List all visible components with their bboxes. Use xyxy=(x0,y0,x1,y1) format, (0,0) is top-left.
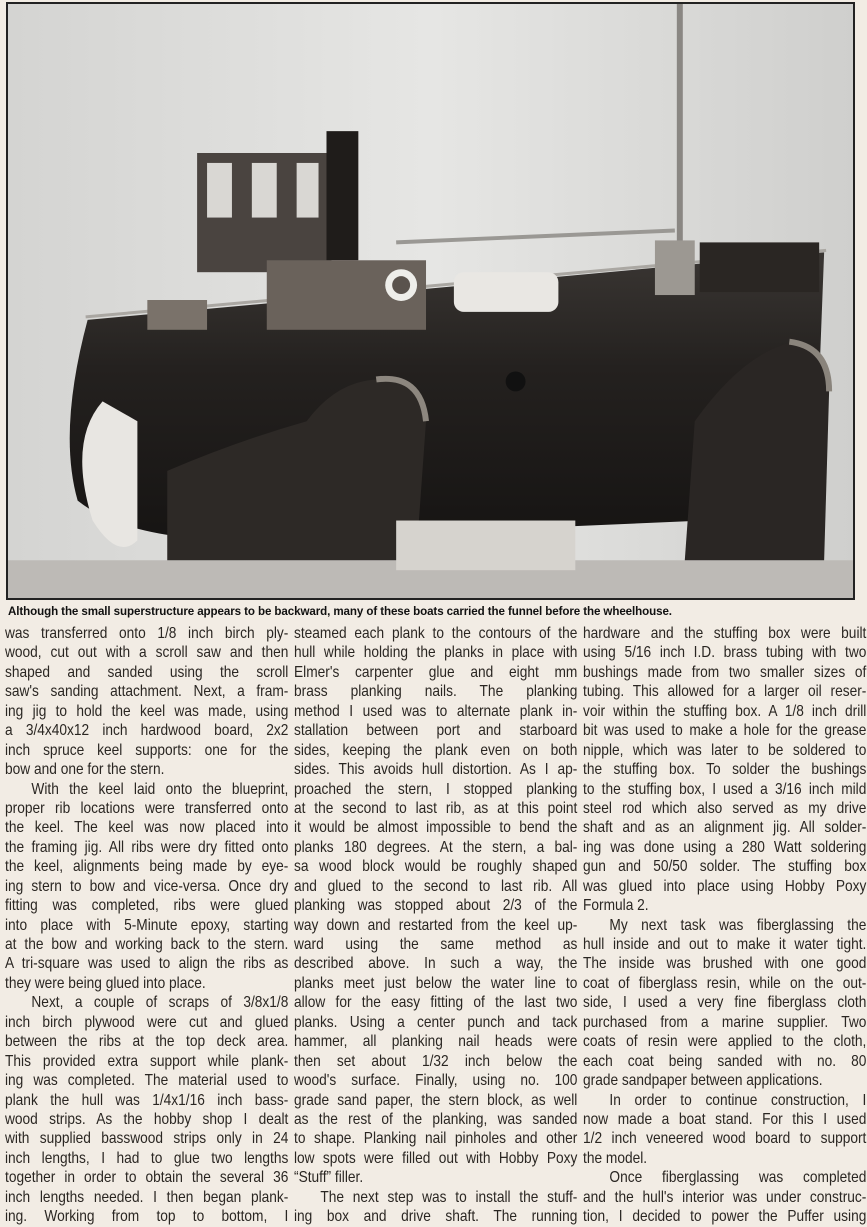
text-line: the keel, alignments being made by eye- xyxy=(5,858,289,876)
text-line: method I used was to alternate plank in- xyxy=(294,702,578,720)
text-line: planks. Using a center punch and tack xyxy=(294,1013,578,1031)
text-line: proper rib locations were transferred onto xyxy=(5,799,289,817)
text-line: using 5/16 inch I.D. brass tubing with two xyxy=(583,644,867,662)
text-line: side, I used a very fine fiberglass cloth xyxy=(583,994,867,1012)
text-line: to shape. Planking nail pinholes and other xyxy=(294,1130,578,1148)
text-line: coats of resin were applied to the cloth, xyxy=(583,1033,867,1051)
text-column-1 xyxy=(5,624,288,1227)
text-line: nipple, which was later to be soldered to xyxy=(583,741,867,759)
text-line: gun and 50/50 solder. The stuffing box xyxy=(583,858,867,876)
text-column-3 xyxy=(583,624,866,1227)
text-line: to the stuffing box, I used a 3/16 inch mild xyxy=(583,780,867,798)
text-line: the keel. The keel was now placed into xyxy=(5,819,289,837)
text-line: inch spruce keel supports: one for the xyxy=(5,741,289,759)
text-line: the model. xyxy=(583,1149,648,1167)
text-line: way down and restarted from the keel up- xyxy=(294,916,578,934)
text-line: proached the stern, I stopped planking xyxy=(294,780,578,798)
text-line: With the keel laid onto the blueprint, xyxy=(31,780,289,798)
text-line: shaft and as an alignment jig. All solder- xyxy=(583,819,867,837)
text-line: plank the hull was 1/4x1/16 inch bass- xyxy=(5,1091,289,1109)
text-line: bit was used to make a hole for the grease xyxy=(583,722,867,740)
text-line: now made a boat stand. For this I used xyxy=(583,1110,867,1128)
text-line: ing jig to hold the keel was made, using xyxy=(5,702,289,720)
text-line: bow and one for the stern. xyxy=(5,761,165,779)
text-line: sa wood block would be roughly shaped xyxy=(294,858,578,876)
text-line: ing. Working from top to bottom, I xyxy=(5,1208,289,1226)
text-line: ward using the same method as xyxy=(294,936,578,953)
text-line: the stuffing box. To solder the bushings xyxy=(583,761,867,779)
text-line: and glued to the second to last rib. All xyxy=(294,877,578,895)
text-line: each coat being sanded with no. 80 xyxy=(583,1052,867,1070)
text-line: fitting was completed, ribs were glued xyxy=(5,897,289,915)
text-line: The inside was brushed with one good xyxy=(583,955,867,973)
text-line: at the bow and working back to the stern. xyxy=(5,936,289,953)
paragraph xyxy=(583,916,866,1091)
text-line: was glued into place using Hobby Poxy xyxy=(583,877,867,895)
text-line: grade sand paper, the stern block, as well xyxy=(294,1091,578,1109)
text-line: inch lengths, I had to glue two lengths xyxy=(5,1149,289,1167)
paragraph xyxy=(5,624,288,780)
text-line: steamed each plank to the contours of the xyxy=(294,625,578,642)
text-line: was transferred onto 1/8 inch birch ply- xyxy=(5,625,289,642)
paragraph xyxy=(583,624,866,916)
text-line: with supplied basswood strips only in 24 xyxy=(5,1130,289,1148)
text-line: they were being glued into place. xyxy=(5,974,206,992)
paragraph xyxy=(583,1168,866,1226)
text-line: allow for the easy fitting of the last two xyxy=(294,994,578,1012)
text-line: “Stuff” filler. xyxy=(294,1169,364,1187)
text-line: ing box and drive shaft. The running xyxy=(294,1208,578,1226)
text-line: sides. This avoids hull distortion. As I ap- xyxy=(294,761,578,779)
text-line: ing was completed. The material used to xyxy=(5,1072,289,1090)
text-line: planks 180 degrees. At the stern, a bal- xyxy=(294,838,578,856)
text-line: sides, keeping the plank even on both xyxy=(294,741,578,759)
text-line: wood's surface. Finally, using no. 100 xyxy=(294,1072,578,1090)
boat-photo xyxy=(6,2,855,600)
text-line: Once fiberglassing was completed xyxy=(609,1169,867,1187)
text-line: it would be almost impossible to bend the xyxy=(294,819,578,837)
text-line: hardware and the stuffing box were built xyxy=(583,625,867,642)
paragraph xyxy=(294,1188,577,1227)
boat-photo-illustration xyxy=(8,4,853,598)
text-line: In order to continue construction, I xyxy=(609,1091,867,1109)
text-line: the framing jig. All ribs were dry fitted onto xyxy=(5,838,289,856)
text-line: Formula 2. xyxy=(583,897,649,915)
paragraph xyxy=(294,624,577,1188)
text-line: grade sandpaper between applications. xyxy=(583,1072,823,1090)
text-line: into place with 5-Minute epoxy, starting xyxy=(5,916,289,934)
text-line: planking was stopped about 2/3 of the xyxy=(294,897,578,915)
text-line: steel rod which also served as my drive xyxy=(583,799,867,817)
text-line: low spots were filled out with Hobby Poxy xyxy=(294,1149,578,1167)
text-line: described above. In such a way, the xyxy=(294,955,578,973)
text-line: ing stern to bow and vice-versa. Once dry xyxy=(5,877,289,895)
text-line: Next, a couple of scraps of 3/8x1/8 xyxy=(31,994,289,1012)
text-line: between the ribs at the top deck area. xyxy=(5,1033,289,1051)
text-line: coat of fiberglass resin, while on the out- xyxy=(583,974,867,992)
text-line: a 3/4x40x12 inch hardwood board, 2x2 xyxy=(5,722,289,740)
paragraph xyxy=(5,780,288,994)
text-line: and the hull's interior was under construc- xyxy=(583,1188,867,1206)
text-line: bushings made from two smaller sizes of xyxy=(583,663,867,681)
text-line: voir within the stuffing box. A 1/8 inch drill xyxy=(583,702,867,720)
text-line: tion, I decided to power the Puffer using xyxy=(583,1208,867,1226)
text-line: This provided extra support while plank- xyxy=(5,1052,289,1070)
text-line: A tri-square was used to align the ribs as xyxy=(5,955,289,973)
text-line: brass planking nails. The planking xyxy=(294,683,578,701)
text-line: My next task was fiberglassing the xyxy=(609,916,867,934)
text-line: saw's sanding attachment. Next, a fram- xyxy=(5,683,289,701)
text-line: wood, cut out with a scroll saw and then xyxy=(5,644,289,662)
text-line: hull inside and out to make it water tight. xyxy=(583,936,867,953)
paragraph xyxy=(583,1091,866,1169)
text-line: hull while holding the planks in place with xyxy=(294,644,578,662)
text-line: wood strips. As the hobby shop I dealt xyxy=(5,1110,289,1128)
text-line: Elmer's carpenter glue and eight mm xyxy=(294,663,578,681)
text-line: tubing. This allowed for a larger oil reser- xyxy=(583,683,867,701)
text-column-2 xyxy=(294,624,577,1227)
text-line: 1/2 inch veneered wood board to support xyxy=(583,1130,867,1148)
text-line: shaped and sanded using the scroll xyxy=(5,663,289,681)
photo-caption: Although the small superstructure appears to be backward, many of these boats carried the funnel before the wheelhouse. xyxy=(8,605,672,618)
text-line: together in order to obtain the several 36 xyxy=(5,1169,289,1187)
text-line: inch birch plywood were cut and glued xyxy=(5,1013,289,1031)
text-line: as the rest of the planking, was sanded xyxy=(294,1110,578,1128)
text-line: planks meet just below the water line to xyxy=(294,974,578,992)
text-line: hammer, all planking nail heads were xyxy=(294,1033,578,1051)
text-line: purchased from a marine supplier. Two xyxy=(583,1013,867,1031)
text-line: stallation between port and starboard xyxy=(294,722,578,740)
paragraph xyxy=(5,993,288,1226)
text-line: then set about 1/32 inch below the xyxy=(294,1052,578,1070)
text-line: at the second to last rib, as at this point xyxy=(294,799,578,817)
text-line: inch lengths needed. I then began plank- xyxy=(5,1188,289,1206)
text-line: The next step was to install the stuff- xyxy=(320,1188,578,1206)
text-line: ing was done using a 280 Watt soldering xyxy=(583,838,867,856)
